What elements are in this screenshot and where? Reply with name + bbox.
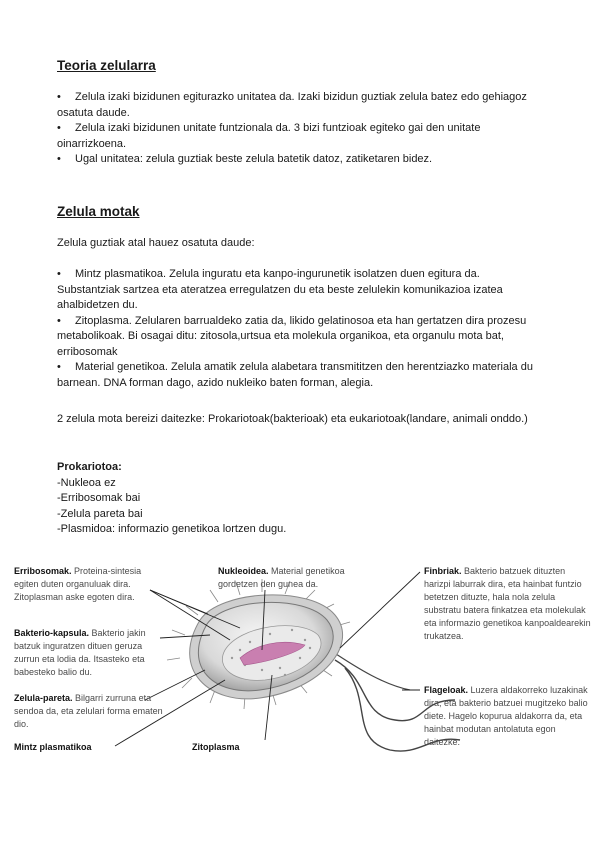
list-item: • Zelula izaki bizidunen egiturazko unitatea da. Izaki bizidun guztiak zelula batez edo gehiagoz osatuta daude.: [57, 91, 527, 119]
label-mintz-plasmatikoa: Mintz plasmatikoa: [14, 742, 92, 752]
label-bakterio-kapsula: Bakterio-kapsula. Bakterio jakin batzuk inguratzen dituen geruza zurrun eta lodia da. Itsasteko eta babesteko balio du.: [14, 628, 146, 677]
flagellum: [330, 650, 410, 690]
prokariotoa-block: [57, 460, 457, 538]
section-title-zelula-motak: Zelula motak: [57, 204, 140, 219]
list-item: • Material genetikoa. Zelula amatik zelula alabetara transmititzen den herentziazko materiala du barnean. DNA forman dago, azido nukleiko baten forman, alegia.: [57, 361, 533, 389]
list-item: • Mintz plasmatikoa. Zelula inguratu eta kanpo-ingurunetik isolatzen duen egitura da. Substantziak sartzea eta ateratzea erregulatzen du eta beste zelulekin komunikazioa izatea ahalbidetzen du.: [57, 268, 503, 311]
list-item: • Zelula izaki bizidunen unitate funtzionala da. 3 bizi funtzioak egiteko gai den unitate oinarrizkoena.: [57, 122, 481, 150]
label-erribosomak: Erribosomak. Proteina-sintesia egiten duten organuluak dira. Zitoplasman aske egoten dira.: [14, 566, 142, 602]
intro-text: Zelula guztiak atal hauez osatuta daude:: [57, 237, 255, 249]
label-finbriak: Finbriak. Bakterio batzuek dituzten harizpi laburrak dira, eta hainbat funtzio betetzen dituzte, hala nola zelula substratu batera finkatzea eta molekulak eta informazio genetikoa kanpoaldearekin trukatzea.: [424, 566, 591, 641]
list-item: -Plasmidoa: informazio genetikoa lortzen dugu.: [57, 523, 287, 535]
label-flageloak: Flageloak. Luzera aldakorreko luzakinak dira, eta bakterio batzuei mugitzeko balio diete. Hagelo kopurua aldakorra da, eta hainbat modutan antolatuta egon daitezke.: [424, 685, 588, 747]
label-zelula-pareta: Zelula-pareta. Bilgarri zurruna eta sendoa da, eta zelulari forma ematen dio.: [14, 693, 163, 729]
list-item: • Ugal unitatea: zelula guztiak beste zelula batetik datoz, zatiketaren bidez.: [57, 153, 433, 165]
list-item: -Nukleoa ez: [57, 476, 116, 489]
label-nukleoidea: Nukleoidea. Material genetikoa gordetzen den gunea da.: [218, 566, 345, 589]
section-title-teoria: Teoria zelularra: [57, 58, 156, 73]
bullet-list-teoria: [57, 90, 535, 168]
list-item: -Zelula pareta bai: [57, 507, 143, 520]
list-item: -Erribosomak bai: [57, 492, 141, 504]
types-text: 2 zelula mota bereizi daitezke: Prokariotoak(bakterioak) eta eukariotoak(landare, animali onddo.): [57, 413, 528, 425]
bullet-list-atalak: [57, 267, 535, 391]
list-item: • Zitoplasma. Zelularen barrualdeko zatia da, likido gelatinosoa eta han gertatzen dira prozesu metabolikoak. Bi osagai ditu: zitosola,urtsua eta molekula organikoa, eta organulu mota bat, erribosomak: [57, 314, 527, 358]
label-zitoplasma: Zitoplasma: [192, 742, 240, 752]
prokariotoa-title: Prokariotoa:: [57, 461, 122, 473]
